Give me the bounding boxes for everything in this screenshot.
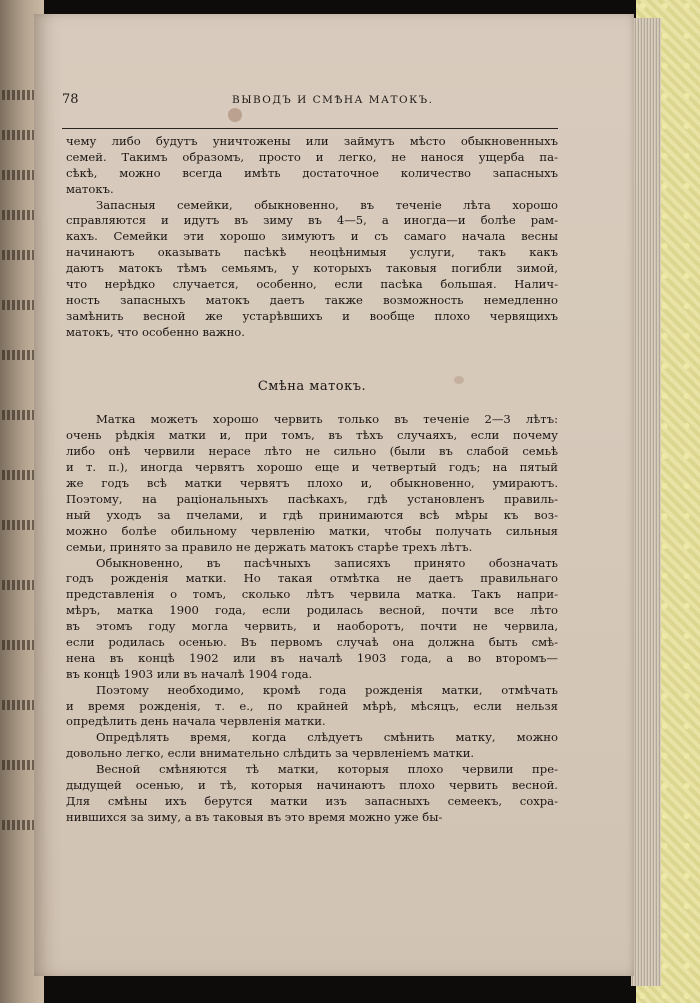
text-line: чему либо будутъ уничтожены или займутъ мѣсто обыкновенныхъ	[66, 134, 558, 148]
text-line: опредѣлить день начала червленія матки.	[66, 714, 326, 729]
text-line: ный уходъ за пчелами, и гдѣ принимаются всѣ мѣры къ воз-	[66, 507, 558, 522]
text-line: Поэтому необходимо, кромѣ года рожденія матки, отмѣчать	[96, 682, 558, 697]
text-line: сѣкѣ, можно всегда имѣть достаточное количество запасныхъ	[66, 165, 558, 180]
text-block-top	[66, 134, 558, 341]
page-stack-edge	[631, 18, 661, 986]
text-line: годъ рожденія матки. Но такая отмѣтка не даетъ правильнаго	[66, 571, 558, 586]
text-line: и время рожденія, т. е., по крайней мѣрѣ, мѣсяцъ, если нельзя	[66, 698, 558, 713]
text-line: либо онѣ червили нерасе лѣто не сильно (были въ слабой семьѣ	[66, 444, 558, 459]
text-line: матокъ, что особенно важно.	[66, 324, 245, 339]
text-line: замѣнить весной же устарѣвшихъ и вообще плохо червящихъ	[66, 308, 558, 323]
text-line: представленія о томъ, сколько лѣтъ червила матка. Такъ напри-	[66, 587, 558, 602]
text-line: можно болѣе обильному червленію матки, чтобы получать сильныя	[66, 523, 558, 538]
running-head: ВЫВОДЪ И СМѢНА МАТОКЪ.	[232, 94, 434, 106]
text-block-bottom	[66, 412, 558, 825]
paragraph	[66, 412, 558, 555]
paragraph	[66, 198, 558, 341]
paragraph	[66, 683, 558, 731]
text-line: начинаютъ оказывать пасѣкѣ неоцѣнимыя услуги, такъ какъ	[66, 245, 558, 260]
text-line: довольно легко, если внимательно слѣдить за червленіемъ матки.	[66, 746, 475, 761]
text-line: въ концѣ 1903 или въ началѣ 1904 года.	[66, 666, 313, 681]
paragraph	[66, 762, 558, 826]
page-number: 78	[62, 92, 79, 107]
text-line: нившихся за зиму, а въ таковыя въ это время можно уже бы-	[66, 809, 443, 824]
text-line: и т. п.), иногда червятъ хорошо еще и четвертый годъ; на пятый	[66, 460, 558, 475]
paragraph	[66, 556, 558, 683]
text-line: нена въ концѣ 1902 или въ началѣ 1903 года, а во второмъ—	[66, 650, 558, 665]
book-page	[34, 14, 634, 976]
text-line: матокъ.	[66, 181, 114, 196]
text-line: семей. Такимъ образомъ, просто и легко, не нанося ущерба па-	[66, 149, 558, 164]
text-line: Запасныя семейки, обыкновенно, въ теченіе лѣта хорошо	[96, 197, 558, 212]
text-line: семьи, принято за правило не держать матокъ старѣе трехъ лѣтъ.	[66, 539, 473, 554]
text-line: Матка можетъ хорошо червить только въ теченіе 2—3 лѣтъ:	[96, 412, 558, 427]
paragraph	[66, 134, 558, 198]
page-header	[62, 92, 558, 129]
page-body	[66, 134, 558, 826]
text-line: мѣръ, матка 1900 года, если родилась весной, почти все лѣто	[66, 603, 558, 618]
section-title: Смѣна матокъ.	[257, 378, 367, 394]
text-line: ность запасныхъ матокъ даетъ также возможность немедленно	[66, 292, 558, 307]
text-line: если родилась осенью. Въ первомъ случаѣ она должна быть смѣ-	[66, 634, 558, 649]
text-line: же годъ всѣ матки червятъ плохо и, обыкновенно, умираютъ.	[66, 476, 558, 491]
text-line: Обыкновенно, въ пасѣчныхъ записяхъ принято обозначать	[96, 555, 558, 570]
text-line: что нерѣдко случается, особенно, если пасѣка большая. Налич-	[66, 277, 558, 292]
text-line: даютъ матокъ тѣмъ семьямъ, у которыхъ таковыя погибли зимой,	[66, 261, 558, 276]
text-line: кахъ. Семейки эти хорошо зимуютъ и съ самаго начала весны	[66, 229, 558, 244]
text-line: въ этомъ году могла червить, и наоборотъ, почти не червила,	[66, 619, 558, 634]
text-line: Опредѣлять время, когда слѣдуетъ смѣнить матку, можно	[96, 730, 558, 745]
text-line: справляются и идутъ въ зиму въ 4—5, а иногда—и болѣе рам-	[66, 213, 558, 228]
text-line: дыдущей осенью, и тѣ, которыя начинаютъ плохо червить весной.	[66, 777, 558, 792]
text-line: очень рѣдкія матки и, при томъ, въ тѣхъ случаяхъ, если почему	[66, 428, 558, 443]
text-line: Поэтому, на раціональныхъ пасѣкахъ, гдѣ установленъ правиль-	[66, 491, 558, 506]
text-line: Весной смѣняются тѣ матки, которыя плохо червили пре-	[96, 762, 558, 777]
text-line: Для смѣны ихъ берутся матки изъ запасныхъ семеекъ, сохра-	[66, 793, 558, 808]
paragraph	[66, 730, 558, 762]
